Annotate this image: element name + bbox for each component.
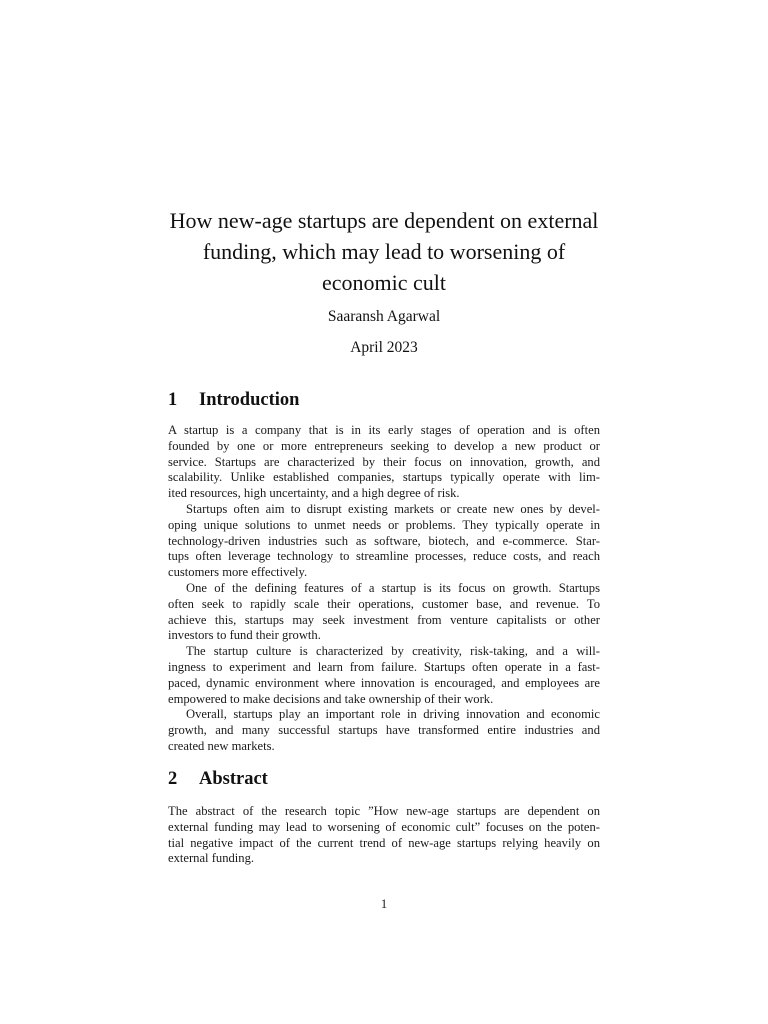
section-title: Introduction <box>199 390 300 410</box>
paper-title <box>134 205 634 298</box>
text-line: external funding may lead to worsening of economic cult” focuses on the poten- <box>168 819 600 834</box>
publication-date: April 2023 <box>350 339 418 356</box>
paragraph <box>168 502 600 581</box>
text-line: growth, and many successful startups have transformed entire industries and <box>168 723 600 738</box>
text-line: created new markets. <box>168 738 275 753</box>
paragraph <box>168 804 600 867</box>
title-line: How new-age startups are dependent on external <box>169 208 599 233</box>
section-body-abstract <box>168 804 600 867</box>
text-line: tial negative impact of the current trend of new-age startups relying heavily on <box>168 835 600 850</box>
section-number: 2 <box>168 769 178 789</box>
text-line: tups often leverage technology to streamline processes, reduce costs, and reach <box>168 549 600 564</box>
section-body-introduction <box>168 423 600 755</box>
text-line: oping unique solutions to unmet needs or problems. They typically operate in <box>168 517 600 532</box>
author-name: Saaransh Agarwal <box>327 308 441 325</box>
text-line: often seek to rapidly scale their operations, customer base, and revenue. To <box>168 596 600 611</box>
section-title: Abstract <box>199 769 268 789</box>
paragraph <box>168 707 600 754</box>
text-line: achieve this, startups may seek investment from venture capitalists or other <box>168 612 600 627</box>
text-line: The abstract of the research topic ”How new-age startups are dependent on <box>168 804 600 818</box>
text-line: ingness to experiment and learn from failure. Startups often operate in a fast- <box>168 659 600 674</box>
text-line: paced, dynamic environment where innovation is encouraged, and employees are <box>168 675 600 690</box>
title-line: funding, which may lead to worsening of <box>202 239 566 264</box>
text-line: One of the defining features of a startup is its focus on growth. Startups <box>186 580 600 595</box>
text-line: founded by one or more entrepreneurs seeking to develop a new product or <box>168 438 600 453</box>
text-line: Overall, startups play an important role in driving innovation and economic <box>186 707 600 722</box>
paragraph <box>168 423 600 502</box>
text-line: The startup culture is characterized by creativity, risk-taking, and a will- <box>186 644 600 659</box>
text-line: customers more effectively. <box>168 565 308 580</box>
text-line: A startup is a company that is in its early stages of operation and is often <box>168 423 600 437</box>
text-line: empowered to make decisions and take ownership of their work. <box>168 691 494 706</box>
title-line: economic cult <box>321 270 446 295</box>
section-heading-introduction <box>168 390 299 411</box>
paragraph <box>168 644 600 707</box>
text-line: external funding. <box>168 851 255 866</box>
text-line: investors to fund their growth. <box>168 628 321 643</box>
text-line: scalability. Unlike established companies, startups typically operate with lim- <box>168 470 600 485</box>
paragraph <box>168 581 600 644</box>
text-line: ited resources, high uncertainty, and a high degree of risk. <box>168 486 460 501</box>
section-number: 1 <box>168 390 178 410</box>
section-heading-abstract <box>168 769 268 790</box>
text-line: Startups often aim to disrupt existing markets or create new ones by devel- <box>186 501 600 516</box>
page-number: 1 <box>380 897 388 911</box>
text-line: technology-driven industries such as software, biotech, and e-commerce. Star- <box>168 533 600 548</box>
text-line: service. Startups are characterized by their focus on innovation, growth, and <box>168 454 600 469</box>
